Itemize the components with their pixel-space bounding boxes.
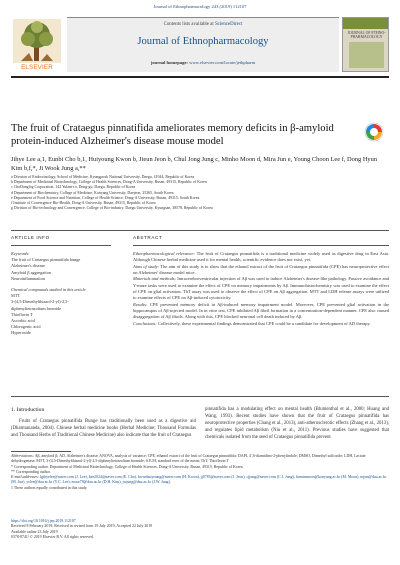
corresponding-author-2: ** Corresponding author. [11,469,51,474]
abstract-lead: Materials and methods: [133,276,177,282]
introduction-heading: 1. Introduction [11,407,45,413]
cover-artwork [349,42,384,68]
affiliation-list [11,175,389,211]
keyword-item: The fruit of Crataegus pinnatifida bunge [11,257,81,263]
abstract-text: The fruit of Crataegus pinnatifida is a traditional medicine widely used as digestive drug in East Asia. Although Chinese herbal medicine used it for mental health, scientific evidence does not exist, yet. [133,251,389,263]
received-dates: Received 8 February 2019; Received in revised form 19 July 2019; Accepted 22 July 2019 [11,524,153,529]
publisher-name: ELSEVIER [21,64,53,71]
author-list: Jihye Lee a,1, Eunbi Cho b,1, Huiyoung Kwon b, Jieun Jeon b, Chul Jong Jung c, Minho Moon d, Mira Jun e, Young Choon Lee f, Dong Hyun Kim b,f,*, Ji Wook Jung a,** [11,156,378,173]
journal-masthead [67,17,339,72]
keyword-item: Neuroinflammation [11,275,45,281]
abstract-text: Collectively, these experimental findings demonstrated that CPE could be a candidate for development of AD therapy. [157,320,371,326]
corresponding-author-1: * Corresponding author. Department of Medicinal Biotechnology, College of Health Sciences, Dong-A University, Busan, 49315, Republic of Korea. [11,464,244,469]
chemical-item: Chlorogenic acid [11,324,41,330]
abstract-paragraph [133,264,389,277]
footnotes [11,454,389,491]
abstract-paragraph [133,276,389,301]
affiliation-item: a Division of Endocrinology, School of Medicine, Kyungpook National University, Daegu, 41944, Republic of Korea [11,175,195,179]
abstract-paragraph [133,321,389,327]
crossmark-icon[interactable] [364,122,384,142]
available-online: Available online 23 July 2019 [11,529,58,534]
affiliation-item: g Division of Bio-technology and Convergence, College of Bio-industry, Daegu University, Kyungsan, 38578, Republic of Korea [11,206,213,211]
introduction-right-column: pinnatifida has a modulating effect on mental health (Blumenthal et al., 2000; Huang and Wang, 1993). Recent studies have shown that the fruit of Crataegus pinnatifida has neuroprotective properties (Chang et al., 2013), anti-atherosclerotic effects (Zhang et al., 2013), and regulates lipid metabolism (Niu et al., 2011). Previous studies have suggested that chemicals isolated from the seed of Crataegus pinnatifida prevent [205,407,389,440]
journal-title[interactable]: Journal of Ethnopharmacology [137,36,269,47]
chemical-item: MTT [11,293,21,299]
article-info-heading: ARTICLE INFO [11,235,50,240]
chemical-item: 3-(4,5-Dimethylthiazol-2-yl)-2,5- [11,299,69,305]
abbreviations-label: Abbreviations: [11,454,34,458]
email-footnote [11,475,389,486]
contents-line [67,22,339,27]
homepage-line [67,60,339,65]
info-heading-rule [11,245,111,246]
email-label: E-mail addresses: [11,475,40,480]
article-info [11,251,111,337]
citation-text: Journal of Ethnopharmacology 243 (2019) 112107 [153,4,247,9]
affiliation-item: f Institute of Convergence Bio-Health, Dong-A University, Busan, 49315, Republic of Korea [11,201,156,206]
keyword-item: Amyloid β aggregation [11,269,51,275]
doi-link[interactable]: https://doi.org/10.1016/j.jep.2019.112107 [11,519,76,523]
abstract-text: The aim of this study is to show that the ethanol extract of the fruit of Crataegus pinnatifida (CPE) has neuroprotective effect on Alzheimer' disease model mice. [133,263,390,276]
abstract-paragraph [133,302,389,321]
section-divider [11,230,389,231]
abbreviations-footnote [11,454,389,465]
abstract-paragraph [133,251,389,264]
affiliation-item: e Department of Food Science and Nutrition, College of Health Science, Dong-A University, Busan, 49315, South Korea [11,195,200,200]
elsevier-tree-icon [11,17,63,65]
sciencedirect-link[interactable]: ScienceDirect [214,22,243,27]
chemical-item: diphenyltetrazolium bromide [11,305,61,311]
affiliation-item: d Department of Biochemistry, College of Medicine, Konyang University, Daejeon, 35365, South Korea [11,190,174,195]
article-title: The fruit of Crataegus pinnatifida ameliorates memory deficits in β-amyloid protein-induced Alzheimer's disease mouse model [11,123,334,147]
abstract-lead: Aims of study: [133,263,160,269]
chemical-item: Thioflavin T [11,311,33,317]
journal-header [11,17,389,72]
elsevier-logo[interactable] [11,17,63,72]
keywords-label: Keywords: [11,251,30,256]
affiliation-item: b Department of Medicinal Biotechnology, College of Health Sciences, Dong-A University, Busan, 49315, Republic of Korea [11,180,207,185]
abstract-bottom-divider [11,396,389,397]
email-addresses[interactable]: lgihyelee@naver.com (J. Lee), bee2024@naver.com (E. Cho), kwonhuiyoung@naver.com (H. Kwon), jj0785@naver.com (J. Jeon), cjjung@naver.com (C.J. Jung), hominmoon@konyang.ac.kr (M. Moon), mjun@dau.ac.kr (M. Jun), yclee@dau.ac.kr (Y.C. Lee), mose79@dau.ac.kr (D.H. Kim), jwjung@dau.ac.kr (J.W. Jung). [11,475,387,485]
affiliation-item: c ChoDanglog Corporation, 142 Yulam-ro, Dong-gu, Daegu, Republic of Korea [11,185,136,190]
abstract-lead: Ethnopharmacological relevance: [133,251,196,256]
abbreviations-text: Aβ, amyloid β; AD, Alzheimer's disease; ANOVA, analysis of variance; CPE, ethanol extract of the fruit of Crataegus pinnatifida; DAPI, 4′,6-diamidino-2-phenylindole; DMSO, Dimethyl sulfoxide; LDH, Lactate dehydrogenase; MTT, 3-(4,5-Dimethylthiazol-2-yl)-2,5-diphenyltetrazolium bromide; S.E.M, standard error of the mean; ThT, Thioflavin T [11,454,366,464]
journal-cover-thumbnail[interactable] [342,17,389,72]
keyword-item: Alzheimer's disease [11,263,46,269]
chemical-item: Hyperoside [11,330,31,336]
introduction-left-column: Fruits of Crataegus pinnatifida Bunge has traditionally been used as a digestive aid (Dharmananda, 2004). Chinese herbal medicine books (Herbal Medicine; Thousand Formulas and Thousand Herbs of Traditional Chinese Medicine) also indicate that the fruit of Crataegus [11,419,196,438]
equal-contribution-note: 1 These authors equally contributed in this study. [11,485,88,490]
homepage-label: journal homepage: [150,60,188,65]
cover-title: JOURNAL OF ETHNO-PHARMACOLOGY [347,31,386,40]
header-divider [11,76,389,78]
article-history [11,519,389,540]
abstract-text: Intracerebroventricular injection of Aβ was used to induce Alzheimer's disease-like pathology. Passive avoidance and Y-maze tasks were used to examine the effect of CPE on memory impairments by Aβ. Immunohistochemistry was used to examine the effect of CPE on glial activation. ThT assay was used to observe the effect of CPE on Aβ aggregation. MTT and LDH release assays were utilized to examine effects of CPE on Aβ-induced cytotoxicity. [133,276,389,301]
cover-band [343,18,388,29]
abstract-heading-rule [133,245,389,246]
contents-prefix: Contents lists available at [163,22,214,27]
journal-citation [0,4,400,9]
chemical-item: Ascorbic acid [11,318,35,324]
abstract-lead: Results: [133,301,148,307]
homepage-link[interactable]: www.elsevier.com/locate/jethpharm [189,60,256,65]
copyright-notice: 0378-8741/ © 2019 Elsevier B.V. All rights reserved. [11,534,94,539]
abstract-text: CPE prevented memory deficit in Aβ-induced memory impairment model. Moreover, CPE prevented glial activation in the hippocampus of Aβ-injected model. In in vitro test, CPE inhibited Aβ fibril formation in a concentration-dependent manner. CPE also caused disaggregation of Aβ fibrils. Along with this, CPE blocked neuronal cell death induced by Aβ. [133,301,389,320]
footnote-divider [11,451,71,452]
abstract-heading: ABSTRACT [133,235,163,240]
abstract-lead: Conclusions: [133,320,157,326]
chemicals-label: Chemical compounds studied in this article [11,287,86,293]
abstract-body [133,251,389,327]
